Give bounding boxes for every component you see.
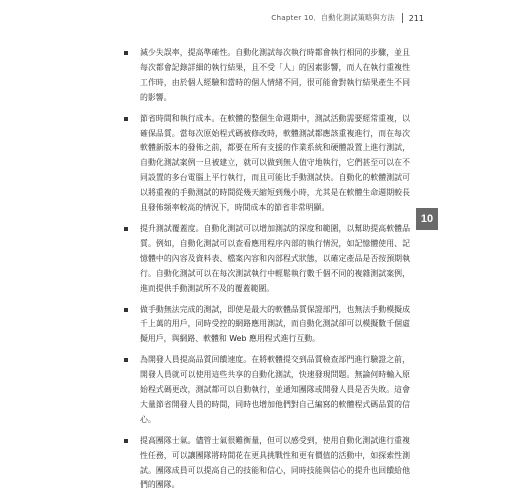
bullet-text: 做手動無法完成的測試，即使是最大的軟體品質保證部門，也無法手動模擬成千上萬的用戶，同時受控的網路應用測試，而自動化測試卻可以模擬數千個虛擬用戶，與網路、軟體和 Web 應用程式進行互動。 bbox=[140, 304, 410, 344]
bullet-text: 為開發人員提高品質回饋速度。在將軟體提交到品質檢查部門進行驗證之前，開發人員就可以使用這些共享的自動化測試，快速發現問題。無論何時輸入原始程式碼更改，測試都可以自動執行，並通知團隊或開發人員是否失敗。這會大量節省開發人員的時間，同時也增加他們對自己編寫的軟體程式碼品質的信心。 bbox=[140, 355, 410, 424]
square-bullet-icon bbox=[124, 117, 128, 121]
chapter-tab: 10 bbox=[416, 208, 438, 230]
bullet-item-cost-saving bbox=[124, 112, 410, 216]
bullet-text: 提升測試覆蓋度。自動化測試可以增加測試的深度和範圍，以幫助提高軟體品質。例如，自動化測試可以查看應用程序內部的執行情況，如記憶體使用、記憶體中的內容及資料表、檔案內容和內部程式狀態，以確定產品是否按預期執行。自動化測試可以在每次測試執行中輕鬆執行數千個不同的複雜測試案例，進而提供手動測試所不及的覆蓋範圍。 bbox=[140, 223, 410, 293]
chapter-title: Chapter 10．自動化測試策略與方法 bbox=[271, 13, 395, 22]
bullet-item-team-morale bbox=[124, 434, 410, 494]
bullet-item-impossible-manual bbox=[124, 303, 410, 348]
bullet-item-feedback-speed bbox=[124, 353, 410, 428]
square-bullet-icon bbox=[124, 439, 128, 443]
square-bullet-icon bbox=[124, 358, 128, 362]
bullet-item-error-reduction bbox=[124, 46, 410, 106]
bullet-list bbox=[124, 46, 410, 499]
bullet-text: 減少失誤率，提高準確性。自動化測試每次執行時都會執行相同的步驟，並且每次都會記錄詳細的執行結果，且不受「人」的因素影響，而人在執行重複性工作時，由於個人經驗和當時的個人情緒不同，很可能會對執行結果產生不同的影響。 bbox=[140, 48, 410, 102]
bullet-text: 節省時間和執行成本。在軟體的整個生命週期中，測試活動需要經常重複，以確保品質。當每次原始程式碼被修改時，軟體測試都應該重複進行，而在每次軟體新版本的發佈之前，都要在所有支援的作業系統和硬體設置上進行測試，自動化測試案例一旦被建立，就可以做到無人值守地執行，它們甚至可以在不同設置的多台電腦上平行執行，而且可能比手動測試快。自動化的軟體測試可以將重複的手動測試的時間從幾天縮短到幾小時，尤其是在軟體生命週期較長且發佈頻率較高的情況下，時間成本的節省非常明顯。 bbox=[140, 113, 410, 213]
bullet-text: 提高團隊士氣。儘管士氣很難衡量，但可以感受到，使用自動化測試進行重複性任務，可以讓團隊將時間花在更具挑戰性和更有價值的活動中，如探索性測試。團隊成員可以提高自己的技能和信心，同時技能與信心的提升也回饋給他們的團隊。 bbox=[140, 435, 410, 490]
square-bullet-icon bbox=[124, 227, 128, 231]
square-bullet-icon bbox=[124, 51, 128, 55]
bullet-item-coverage bbox=[124, 222, 410, 297]
running-header bbox=[271, 13, 424, 23]
square-bullet-icon bbox=[124, 308, 128, 312]
header-divider bbox=[402, 13, 403, 23]
page-number: 211 bbox=[408, 13, 424, 23]
